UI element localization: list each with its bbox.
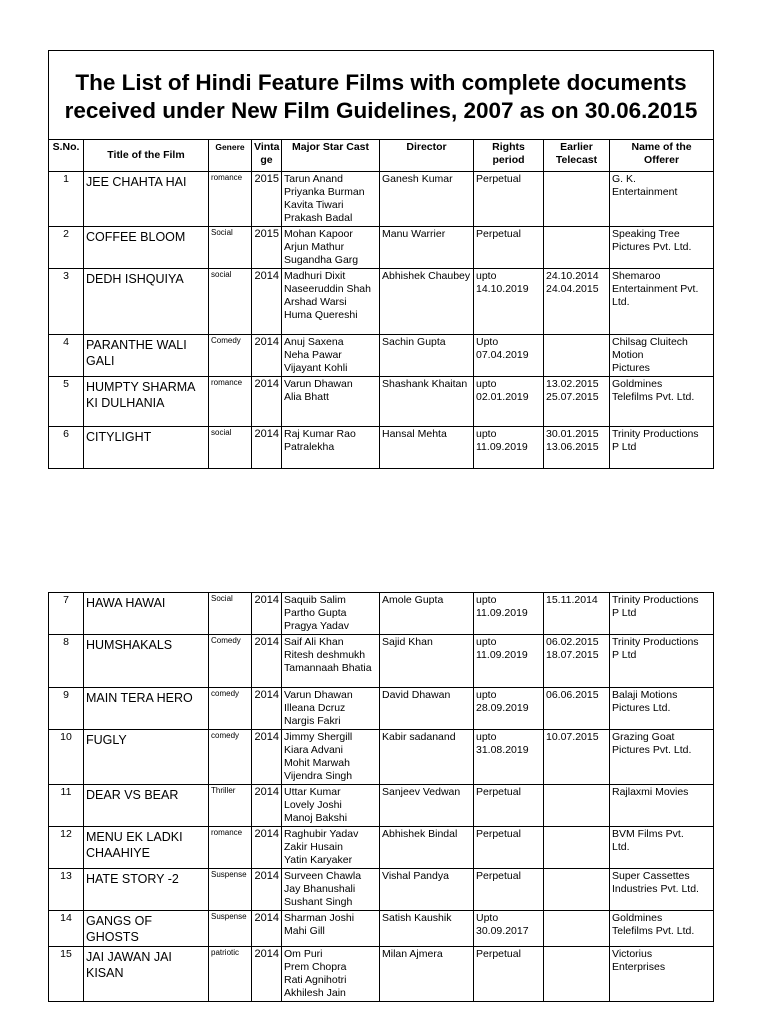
star-cast: Varun Dhawan Illeana Dcruz Nargis Fakri bbox=[282, 688, 380, 730]
table-body-page-2 bbox=[49, 593, 714, 1002]
header-genre: Genere bbox=[209, 140, 252, 172]
earlier-telecast: 13.02.2015 25.07.2015 bbox=[544, 377, 610, 427]
vintage-year: 2014 bbox=[252, 269, 282, 335]
offerer-name: BVM Films Pvt. Ltd. bbox=[610, 827, 714, 869]
director: Shashank Khaitan bbox=[380, 377, 474, 427]
offerer-name: Trinity Productions P Ltd bbox=[610, 427, 714, 469]
cell-sno: 12 bbox=[49, 827, 84, 869]
offerer-name: Trinity Productions P Ltd bbox=[610, 635, 714, 688]
genre: romance bbox=[209, 172, 252, 227]
genre: Social bbox=[209, 227, 252, 269]
genre: Suspense bbox=[209, 911, 252, 947]
header-offerer: Name of the Offerer bbox=[610, 140, 714, 172]
header-vintage: Vinta ge bbox=[252, 140, 282, 172]
vintage-year: 2014 bbox=[252, 635, 282, 688]
table-row bbox=[49, 911, 714, 947]
cell-sno: 5 bbox=[49, 377, 84, 427]
genre: social bbox=[209, 427, 252, 469]
table-row bbox=[49, 172, 714, 227]
genre: comedy bbox=[209, 688, 252, 730]
offerer-name: Shemaroo Entertainment Pvt. Ltd. bbox=[610, 269, 714, 335]
page-title: The List of Hindi Feature Films with complete documents received under New Film Guidelines, 2007 as on 30.06.2015 bbox=[49, 51, 714, 140]
earlier-telecast: 24.10.2014 24.04.2015 bbox=[544, 269, 610, 335]
table-row bbox=[49, 730, 714, 785]
film-title: CITYLIGHT bbox=[84, 427, 209, 469]
star-cast: Saquib Salim Partho Gupta Pragya Yadav bbox=[282, 593, 380, 635]
director: Amole Gupta bbox=[380, 593, 474, 635]
director: Hansal Mehta bbox=[380, 427, 474, 469]
film-title: HUMSHAKALS bbox=[84, 635, 209, 688]
earlier-telecast bbox=[544, 227, 610, 269]
director: Ganesh Kumar bbox=[380, 172, 474, 227]
rights-period: upto 31.08.2019 bbox=[474, 730, 544, 785]
film-title: MAIN TERA HERO bbox=[84, 688, 209, 730]
cell-sno: 15 bbox=[49, 947, 84, 1002]
genre: comedy bbox=[209, 730, 252, 785]
header-title: Title of the Film bbox=[84, 140, 209, 172]
cell-sno: 8 bbox=[49, 635, 84, 688]
rights-period: upto 11.09.2019 bbox=[474, 427, 544, 469]
offerer-name: Grazing Goat Pictures Pvt. Ltd. bbox=[610, 730, 714, 785]
star-cast: Sharman Joshi Mahi Gill bbox=[282, 911, 380, 947]
film-title: HAWA HAWAI bbox=[84, 593, 209, 635]
star-cast: Anuj Saxena Neha Pawar Vijayant Kohli bbox=[282, 335, 380, 377]
earlier-telecast: 06.02.2015 18.07.2015 bbox=[544, 635, 610, 688]
vintage-year: 2014 bbox=[252, 869, 282, 911]
rights-period: Upto 30.09.2017 bbox=[474, 911, 544, 947]
genre: Suspense bbox=[209, 869, 252, 911]
films-table-page-2 bbox=[48, 592, 714, 1002]
vintage-year: 2014 bbox=[252, 377, 282, 427]
vintage-year: 2015 bbox=[252, 227, 282, 269]
cell-sno: 2 bbox=[49, 227, 84, 269]
vintage-year: 2014 bbox=[252, 827, 282, 869]
earlier-telecast bbox=[544, 172, 610, 227]
film-title: HATE STORY -2 bbox=[84, 869, 209, 911]
rights-period: Perpetual bbox=[474, 785, 544, 827]
earlier-telecast bbox=[544, 869, 610, 911]
offerer-name: G. K. Entertainment bbox=[610, 172, 714, 227]
header-cast: Major Star Cast bbox=[282, 140, 380, 172]
star-cast: Saif Ali Khan Ritesh deshmukh Tamannaah Bhatia bbox=[282, 635, 380, 688]
film-title: JAI JAWAN JAI KISAN bbox=[84, 947, 209, 1002]
offerer-name: Victorius Enterprises bbox=[610, 947, 714, 1002]
vintage-year: 2014 bbox=[252, 911, 282, 947]
star-cast: Jimmy Shergill Kiara Advani Mohit Marwah Vijendra Singh bbox=[282, 730, 380, 785]
director: Kabir sadanand bbox=[380, 730, 474, 785]
cell-sno: 3 bbox=[49, 269, 84, 335]
cell-sno: 14 bbox=[49, 911, 84, 947]
offerer-name: Trinity Productions P Ltd bbox=[610, 593, 714, 635]
offerer-name: Chilsag Cluitech Motion Pictures bbox=[610, 335, 714, 377]
header-director: Director bbox=[380, 140, 474, 172]
rights-period: upto 11.09.2019 bbox=[474, 635, 544, 688]
earlier-telecast bbox=[544, 335, 610, 377]
table-row bbox=[49, 869, 714, 911]
offerer-name: Goldmines Telefilms Pvt. Ltd. bbox=[610, 911, 714, 947]
director: Manu Warrier bbox=[380, 227, 474, 269]
star-cast: Madhuri Dixit Naseeruddin Shah Arshad Warsi Huma Quereshi bbox=[282, 269, 380, 335]
table-body-page-1 bbox=[49, 172, 714, 469]
table-row bbox=[49, 947, 714, 1002]
header-sno: S.No. bbox=[49, 140, 84, 172]
offerer-name: Goldmines Telefilms Pvt. Ltd. bbox=[610, 377, 714, 427]
film-title: HUMPTY SHARMA KI DULHANIA bbox=[84, 377, 209, 427]
star-cast: Surveen Chawla Jay Bhanushali Sushant Singh bbox=[282, 869, 380, 911]
cell-sno: 6 bbox=[49, 427, 84, 469]
vintage-year: 2014 bbox=[252, 730, 282, 785]
director: Sajid Khan bbox=[380, 635, 474, 688]
film-title: FUGLY bbox=[84, 730, 209, 785]
table-row bbox=[49, 335, 714, 377]
offerer-name: Speaking Tree Pictures Pvt. Ltd. bbox=[610, 227, 714, 269]
film-title: GANGS OF GHOSTS bbox=[84, 911, 209, 947]
rights-period: upto 02.01.2019 bbox=[474, 377, 544, 427]
cell-sno: 9 bbox=[49, 688, 84, 730]
director: Sachin Gupta bbox=[380, 335, 474, 377]
table-row bbox=[49, 269, 714, 335]
vintage-year: 2014 bbox=[252, 947, 282, 1002]
genre: patriotic bbox=[209, 947, 252, 1002]
table-row bbox=[49, 427, 714, 469]
earlier-telecast bbox=[544, 911, 610, 947]
rights-period: Upto 07.04.2019 bbox=[474, 335, 544, 377]
vintage-year: 2014 bbox=[252, 427, 282, 469]
star-cast: Mohan Kapoor Arjun Mathur Sugandha Garg bbox=[282, 227, 380, 269]
film-title: COFFEE BLOOM bbox=[84, 227, 209, 269]
vintage-year: 2015 bbox=[252, 172, 282, 227]
star-cast: Tarun Anand Priyanka Burman Kavita Tiwari Prakash Badal bbox=[282, 172, 380, 227]
star-cast: Om Puri Prem Chopra Rati Agnihotri Akhilesh Jain bbox=[282, 947, 380, 1002]
director: Satish Kaushik bbox=[380, 911, 474, 947]
earlier-telecast bbox=[544, 827, 610, 869]
offerer-name: Balaji Motions Pictures Ltd. bbox=[610, 688, 714, 730]
header-rights: Rights period bbox=[474, 140, 544, 172]
table-row bbox=[49, 785, 714, 827]
cell-sno: 13 bbox=[49, 869, 84, 911]
film-title: PARANTHE WALI GALI bbox=[84, 335, 209, 377]
table-row bbox=[49, 377, 714, 427]
director: Abhishek Bindal bbox=[380, 827, 474, 869]
rights-period: Perpetual bbox=[474, 827, 544, 869]
earlier-telecast: 15.11.2014 bbox=[544, 593, 610, 635]
cell-sno: 10 bbox=[49, 730, 84, 785]
vintage-year: 2014 bbox=[252, 335, 282, 377]
vintage-year: 2014 bbox=[252, 593, 282, 635]
genre: social bbox=[209, 269, 252, 335]
film-title: DEAR VS BEAR bbox=[84, 785, 209, 827]
director: Vishal Pandya bbox=[380, 869, 474, 911]
director: Abhishek Chaubey bbox=[380, 269, 474, 335]
rights-period: upto 14.10.2019 bbox=[474, 269, 544, 335]
rights-period: upto 28.09.2019 bbox=[474, 688, 544, 730]
table-row bbox=[49, 593, 714, 635]
rights-period: upto 11.09.2019 bbox=[474, 593, 544, 635]
genre: Social bbox=[209, 593, 252, 635]
table-row bbox=[49, 227, 714, 269]
table-row bbox=[49, 635, 714, 688]
star-cast: Raj Kumar Rao Patralekha bbox=[282, 427, 380, 469]
films-table-page-1 bbox=[48, 50, 714, 469]
header-telecast: Earlier Telecast bbox=[544, 140, 610, 172]
table-row bbox=[49, 688, 714, 730]
genre: Comedy bbox=[209, 635, 252, 688]
earlier-telecast: 10.07.2015 bbox=[544, 730, 610, 785]
star-cast: Raghubir Yadav Zakir Husain Yatin Karyaker bbox=[282, 827, 380, 869]
earlier-telecast: 06.06.2015 bbox=[544, 688, 610, 730]
earlier-telecast: 30.01.2015 13.06.2015 bbox=[544, 427, 610, 469]
film-title: MENU EK LADKI CHAAHIYE bbox=[84, 827, 209, 869]
genre: romance bbox=[209, 827, 252, 869]
rights-period: Perpetual bbox=[474, 172, 544, 227]
rights-period: Perpetual bbox=[474, 947, 544, 1002]
genre: Comedy bbox=[209, 335, 252, 377]
earlier-telecast bbox=[544, 947, 610, 1002]
rights-period: Perpetual bbox=[474, 227, 544, 269]
star-cast: Uttar Kumar Lovely Joshi Manoj Bakshi bbox=[282, 785, 380, 827]
earlier-telecast bbox=[544, 785, 610, 827]
cell-sno: 1 bbox=[49, 172, 84, 227]
genre: romance bbox=[209, 377, 252, 427]
cell-sno: 11 bbox=[49, 785, 84, 827]
table-row bbox=[49, 827, 714, 869]
cell-sno: 7 bbox=[49, 593, 84, 635]
vintage-year: 2014 bbox=[252, 688, 282, 730]
offerer-name: Super Cassettes Industries Pvt. Ltd. bbox=[610, 869, 714, 911]
cell-sno: 4 bbox=[49, 335, 84, 377]
offerer-name: Rajlaxmi Movies bbox=[610, 785, 714, 827]
star-cast: Varun Dhawan Alia Bhatt bbox=[282, 377, 380, 427]
rights-period: Perpetual bbox=[474, 869, 544, 911]
film-title: DEDH ISHQUIYA bbox=[84, 269, 209, 335]
director: Sanjeev Vedwan bbox=[380, 785, 474, 827]
director: David Dhawan bbox=[380, 688, 474, 730]
genre: Thriller bbox=[209, 785, 252, 827]
director: Milan Ajmera bbox=[380, 947, 474, 1002]
vintage-year: 2014 bbox=[252, 785, 282, 827]
film-title: JEE CHAHTA HAI bbox=[84, 172, 209, 227]
